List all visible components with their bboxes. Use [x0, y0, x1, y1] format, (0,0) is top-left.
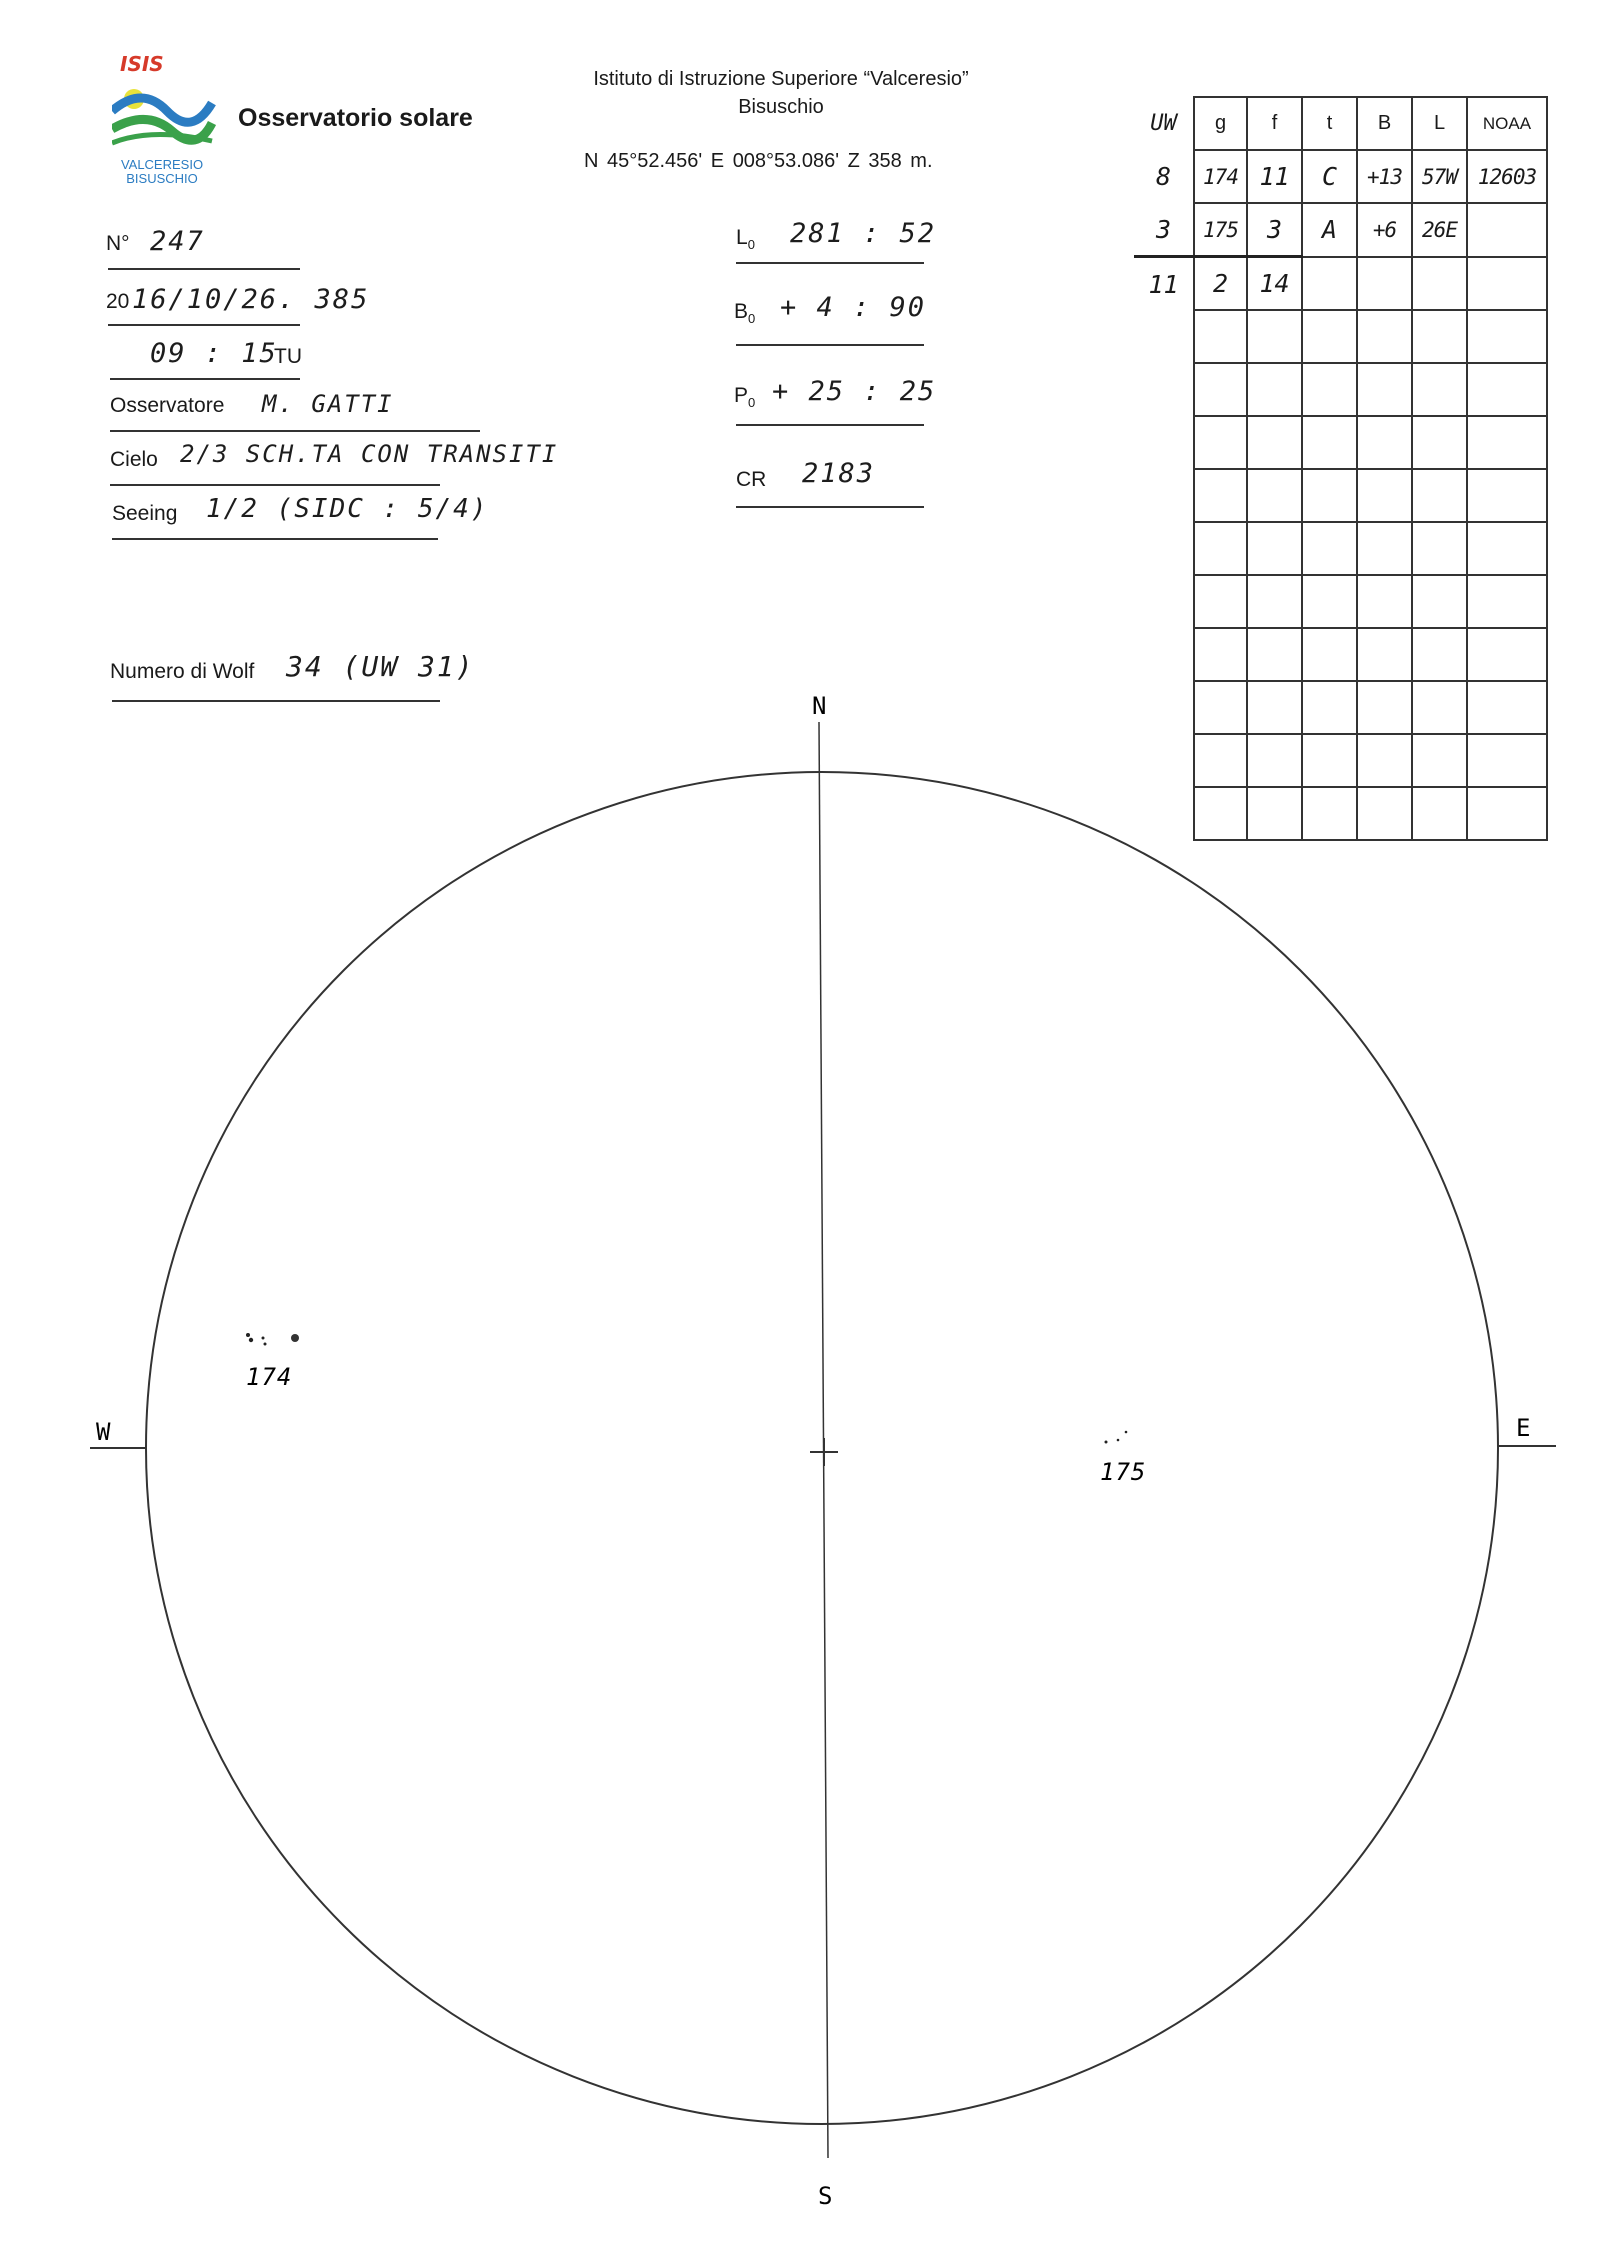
logo-caption-1: VALCERESIO	[120, 157, 204, 172]
cell-uw	[1134, 469, 1194, 522]
l0-underline	[736, 262, 924, 264]
cell-f: 3	[1247, 203, 1302, 257]
table-empty-row	[1134, 416, 1547, 469]
cell-empty	[1302, 628, 1357, 681]
date-underline	[108, 324, 300, 326]
observer-value: M. GATTI	[262, 390, 394, 418]
cell-empty	[1412, 416, 1467, 469]
number-label: N°	[106, 232, 130, 255]
cell-empty	[1302, 575, 1357, 628]
cell-empty	[1357, 310, 1412, 363]
cell-uw	[1134, 363, 1194, 416]
seeing-label: Seeing	[112, 502, 178, 525]
cell-empty	[1194, 469, 1247, 522]
total-f: 14	[1247, 257, 1302, 311]
date-value: 16/10/26. 385	[132, 284, 370, 315]
table-empty-row	[1134, 575, 1547, 628]
sunspot	[1125, 1431, 1128, 1434]
header-f: f	[1247, 97, 1302, 150]
cell-empty	[1247, 416, 1302, 469]
logo-word: ISIS	[120, 55, 164, 76]
table-empty-row	[1134, 628, 1547, 681]
cell-g: 174	[1194, 150, 1247, 203]
time-unit: TU	[274, 345, 302, 368]
sunspot-group-175	[1105, 1431, 1128, 1444]
b0-value: + 4 : 90	[780, 292, 927, 323]
wolf-label: Numero di Wolf	[110, 660, 255, 683]
cell-empty	[1467, 628, 1547, 681]
cell-b: +6	[1357, 203, 1412, 257]
header-uw: UW	[1134, 97, 1194, 150]
p0-underline	[736, 424, 924, 426]
cell-g: 175	[1194, 203, 1247, 257]
cell-uw	[1134, 416, 1194, 469]
header-g: g	[1194, 97, 1247, 150]
cell-empty	[1467, 575, 1547, 628]
table-empty-row	[1134, 310, 1547, 363]
table-total-row	[1134, 257, 1547, 311]
logo-caption-2: BISUSCHIO	[126, 171, 198, 185]
cell-empty	[1194, 416, 1247, 469]
cell-empty	[1412, 575, 1467, 628]
cell-uw	[1134, 522, 1194, 575]
cell-noaa	[1467, 203, 1547, 257]
b0-label: $B_0$	[734, 300, 756, 327]
header-t: t	[1302, 97, 1357, 150]
number-value: 247	[150, 226, 205, 257]
p0-label: $P_0$	[734, 384, 756, 411]
header-l: L	[1412, 97, 1467, 150]
cr-value: 2183	[802, 458, 876, 489]
cell-empty	[1247, 522, 1302, 575]
cell-empty	[1357, 628, 1412, 681]
cell-empty	[1467, 363, 1547, 416]
cell-empty	[1247, 575, 1302, 628]
cell-empty	[1247, 310, 1302, 363]
cell-empty	[1302, 310, 1357, 363]
wolf-value: 34 (UW 31)	[286, 650, 475, 683]
sunspot	[246, 1333, 250, 1337]
cell-empty	[1357, 575, 1412, 628]
sky-value: 2/3 SCH.TA CON TRANSITI	[180, 440, 559, 468]
cell-empty	[1194, 575, 1247, 628]
solar-disk	[146, 772, 1498, 2124]
cell-l: 26E	[1412, 203, 1467, 257]
cell-empty	[1357, 363, 1412, 416]
cr-label: CR	[736, 468, 767, 491]
cell-empty	[1357, 469, 1412, 522]
cell-empty	[1247, 628, 1302, 681]
cell-empty	[1302, 257, 1357, 311]
date-prefix: 20	[106, 290, 130, 313]
cell-empty	[1467, 469, 1547, 522]
time-underline	[110, 378, 300, 380]
l0-value: 281 : 52	[790, 218, 937, 249]
cell-empty	[1357, 257, 1412, 311]
table-empty-row	[1134, 363, 1547, 416]
solar-disk-drawing	[0, 680, 1600, 2240]
header-b: B	[1357, 97, 1412, 150]
table-empty-row	[1134, 522, 1547, 575]
sunspot	[1105, 1441, 1108, 1444]
table-empty-row	[1134, 469, 1547, 522]
cell-empty	[1302, 469, 1357, 522]
cell-empty	[1412, 522, 1467, 575]
cell-empty	[1412, 257, 1467, 311]
cell-empty	[1247, 469, 1302, 522]
table-row	[1134, 150, 1547, 203]
sunspot	[1117, 1439, 1120, 1442]
cell-t: C	[1302, 150, 1357, 203]
sunspot	[249, 1338, 253, 1342]
logo-graphic	[112, 55, 222, 185]
west-label: W	[96, 1418, 111, 1446]
time-value: 09 : 15	[150, 338, 278, 369]
cr-underline	[736, 506, 924, 508]
sunspot	[264, 1343, 267, 1346]
cell-empty	[1194, 310, 1247, 363]
spot-label-174: 174	[246, 1363, 293, 1391]
cell-l: 57W	[1412, 150, 1467, 203]
table-header-row	[1134, 97, 1547, 150]
north-label: N	[812, 692, 827, 720]
cell-t: A	[1302, 203, 1357, 257]
observer-label: Osservatore	[110, 394, 225, 417]
number-underline	[108, 268, 300, 270]
table-row	[1134, 203, 1547, 257]
sunspot	[262, 1337, 265, 1340]
cell-empty	[1467, 257, 1547, 311]
cell-empty	[1302, 363, 1357, 416]
l0-label: $L_0$	[736, 226, 755, 253]
cell-b: +13	[1357, 150, 1412, 203]
school-logo	[112, 55, 222, 185]
cell-empty	[1194, 363, 1247, 416]
seeing-underline	[112, 538, 438, 540]
cell-empty	[1194, 628, 1247, 681]
observatory-coordinates: N 45°52.456' E 008°53.086' Z 358 m.	[584, 150, 933, 172]
south-label: S	[818, 2182, 833, 2210]
cell-empty	[1467, 522, 1547, 575]
cell-empty	[1247, 363, 1302, 416]
east-label: E	[1516, 1414, 1531, 1442]
cell-empty	[1302, 416, 1357, 469]
cell-uw: 3	[1155, 214, 1172, 244]
spot-label-175: 175	[1100, 1458, 1147, 1486]
cell-empty	[1412, 469, 1467, 522]
cell-empty	[1412, 363, 1467, 416]
sunspot	[291, 1334, 299, 1342]
cell-f: 11	[1247, 150, 1302, 203]
total-uw: 11	[1134, 257, 1194, 311]
cell-noaa: 12603	[1467, 150, 1547, 203]
cell-empty	[1194, 522, 1247, 575]
total-g: 2	[1194, 257, 1247, 311]
sky-underline	[110, 484, 440, 486]
cell-empty	[1467, 416, 1547, 469]
cell-empty	[1412, 310, 1467, 363]
sunspot-group-174	[246, 1333, 299, 1346]
b0-underline	[736, 344, 924, 346]
cell-uw: 8	[1155, 162, 1172, 191]
cell-uw	[1134, 310, 1194, 363]
observer-underline	[110, 430, 480, 432]
cell-empty	[1467, 310, 1547, 363]
cell-uw	[1134, 575, 1194, 628]
sky-label: Cielo	[110, 448, 158, 471]
p0-value: + 25 : 25	[772, 376, 937, 407]
header-noaa: NOAA	[1467, 97, 1547, 150]
page-title: Osservatorio solare	[238, 104, 473, 132]
cell-empty	[1357, 522, 1412, 575]
cell-uw	[1134, 628, 1194, 681]
seeing-value: 1/2 (SIDC : 5/4)	[206, 494, 489, 524]
institute-town: Bisuschio	[738, 96, 824, 118]
cell-empty	[1357, 416, 1412, 469]
cell-empty	[1302, 522, 1357, 575]
institute-name: Istituto di Istruzione Superiore “Valceresio”	[593, 68, 969, 90]
cell-empty	[1412, 628, 1467, 681]
